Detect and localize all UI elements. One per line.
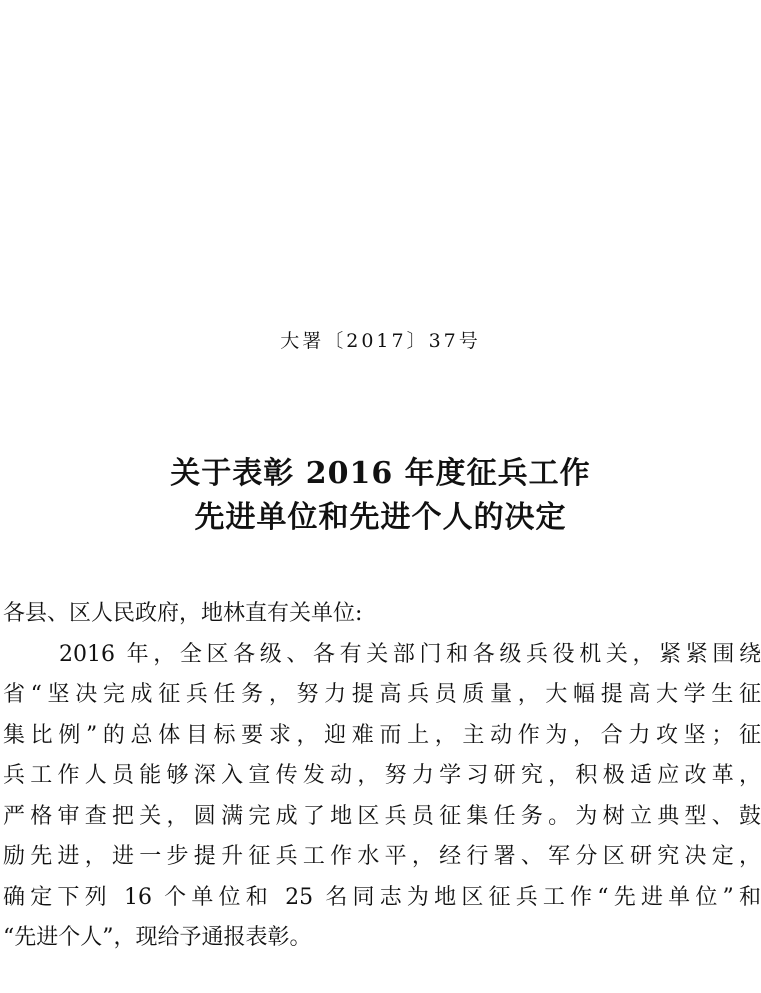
paragraph-line: 2016 年，全区各级、各有关部门和各级兵役机关，紧紧围绕 bbox=[59, 641, 761, 667]
document-number: 大署〔2017〕37号 bbox=[280, 330, 481, 352]
paragraph-line: 严格审查把关，圆满完成了地区兵员征集任务。为树立典型、鼓 bbox=[3, 803, 761, 829]
title-line-2: 先进单位和先进个人的决定 bbox=[194, 500, 567, 535]
paragraph-line: “先进个人”，现给予通报表彰。 bbox=[3, 925, 312, 950]
document-title bbox=[0, 452, 761, 540]
salutation: 各县、区人民政府，地林直有关单位: bbox=[3, 601, 363, 626]
paragraph-line: 兵工作人员能够深入宣传发动，努力学习研究，积极适应改革， bbox=[3, 763, 761, 788]
title-line-1: 关于表彰 2016 年度征兵工作 bbox=[170, 456, 591, 491]
paragraph-line: 励先进，进一步提升征兵工作水平，经行署、军分区研究决定， bbox=[3, 844, 761, 869]
paragraph-line: 省“坚决完成征兵任务，努力提高兵员质量，大幅提高大学生征 bbox=[3, 682, 761, 707]
document-body bbox=[3, 594, 761, 959]
paragraph-line: 集比例”的总体目标要求，迎难而上，主动作为，合力攻坚；征 bbox=[3, 722, 761, 748]
paragraph-line: 确定下列 16 个单位和 25 名同志为地区征兵工作“先进单位”和 bbox=[3, 884, 761, 910]
